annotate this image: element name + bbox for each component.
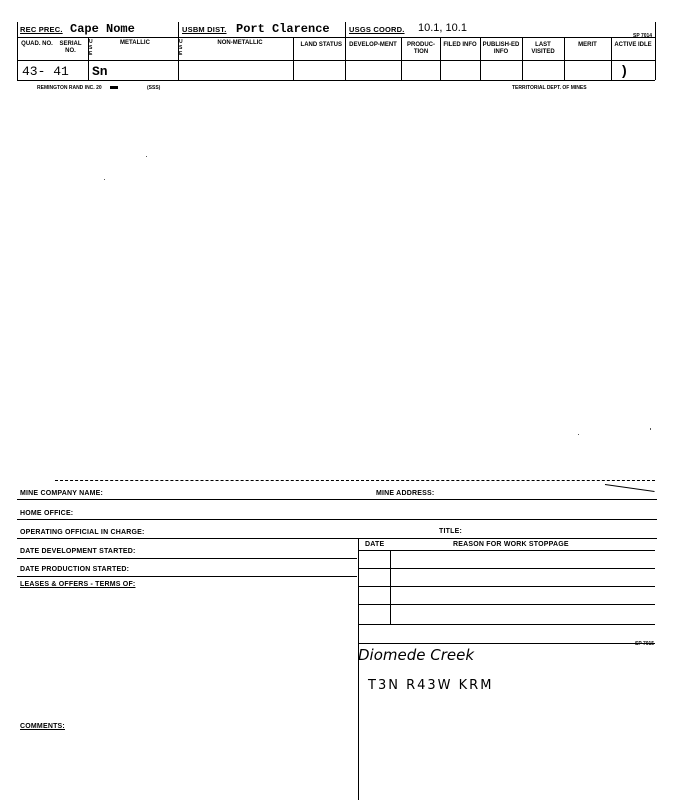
col-merit: MERIT	[578, 42, 597, 48]
quad-serial-value: 43- 41	[22, 64, 69, 79]
form-code-bottom: SP 7015	[635, 641, 655, 647]
rec-prec-value: Cape Nome	[70, 22, 135, 36]
handwritten-location: Diomede Creek	[358, 646, 475, 664]
usgs-coord-label: USGS COORD.	[349, 25, 405, 34]
rule	[17, 80, 655, 81]
comments-label: COMMENTS:	[20, 723, 65, 730]
col-use-right: U S E	[179, 39, 183, 57]
active-idle-mark: )	[622, 62, 627, 78]
col-last-visited: LAST VISITED	[531, 42, 555, 55]
rule	[17, 60, 655, 61]
col-serial-no: SERIAL NO.	[59, 41, 82, 54]
date-production-started-label: DATE PRODUCTION STARTED:	[20, 566, 130, 573]
speck	[146, 156, 147, 157]
date-development-started-label: DATE DEVELOPMENT STARTED:	[20, 548, 136, 555]
handwritten-township: T3N R43W KRM	[368, 678, 494, 693]
col-quad-no: QUAD. NO.	[21, 41, 53, 47]
usbm-dist-value: Port Clarence	[236, 22, 330, 36]
rule	[17, 37, 655, 38]
speck	[104, 179, 105, 180]
col-production: PRODUC-TION	[407, 42, 435, 55]
footer-mark	[110, 86, 118, 89]
card-edge-mark	[605, 484, 655, 492]
mine-address-label: MINE ADDRESS:	[376, 490, 435, 497]
mine-company-name-label: MINE COMPANY NAME:	[20, 490, 104, 497]
col-published-info: PUBLISH-ED INFO	[482, 42, 520, 55]
footer-right: TERRITORIAL DEPT. OF MINES	[512, 85, 587, 91]
col-development: DEVELOP-MENT	[349, 42, 397, 48]
date-col-header: DATE	[365, 541, 385, 548]
footer-left: REMINGTON RAND INC. 20	[37, 85, 102, 91]
reason-col-header: REASON FOR WORK STOPPAGE	[453, 541, 569, 548]
col-use-left: U S E	[89, 39, 93, 57]
col-filed-info: FILED INFO	[443, 42, 477, 48]
metallic-value: Sn	[92, 64, 108, 79]
col-metallic: METALLIC	[120, 40, 150, 46]
operating-official-label: OPERATING OFFICIAL IN CHARGE:	[20, 529, 145, 536]
card-edge	[55, 480, 655, 481]
leases-offers-label: LEASES & OFFERS - TERMS OF:	[20, 581, 136, 588]
form-code-top: SP 7014	[633, 33, 653, 39]
col-non-metallic: NON-METALLIC	[217, 40, 263, 46]
usbm-dist-label: USBM DIST.	[182, 25, 227, 34]
col-active-idle: ACTIVE IDLE	[614, 42, 652, 48]
usgs-coord-value: 10.1, 10.1	[418, 22, 467, 34]
col-land-status: LAND STATUS	[300, 42, 342, 48]
rec-prec-label: REC PREC.	[20, 25, 63, 34]
home-office-label: HOME OFFICE:	[20, 510, 74, 517]
speck	[578, 434, 579, 435]
title-label: TITLE:	[439, 528, 462, 535]
speck	[650, 428, 651, 430]
footer-left-code: (SSS)	[147, 85, 161, 91]
